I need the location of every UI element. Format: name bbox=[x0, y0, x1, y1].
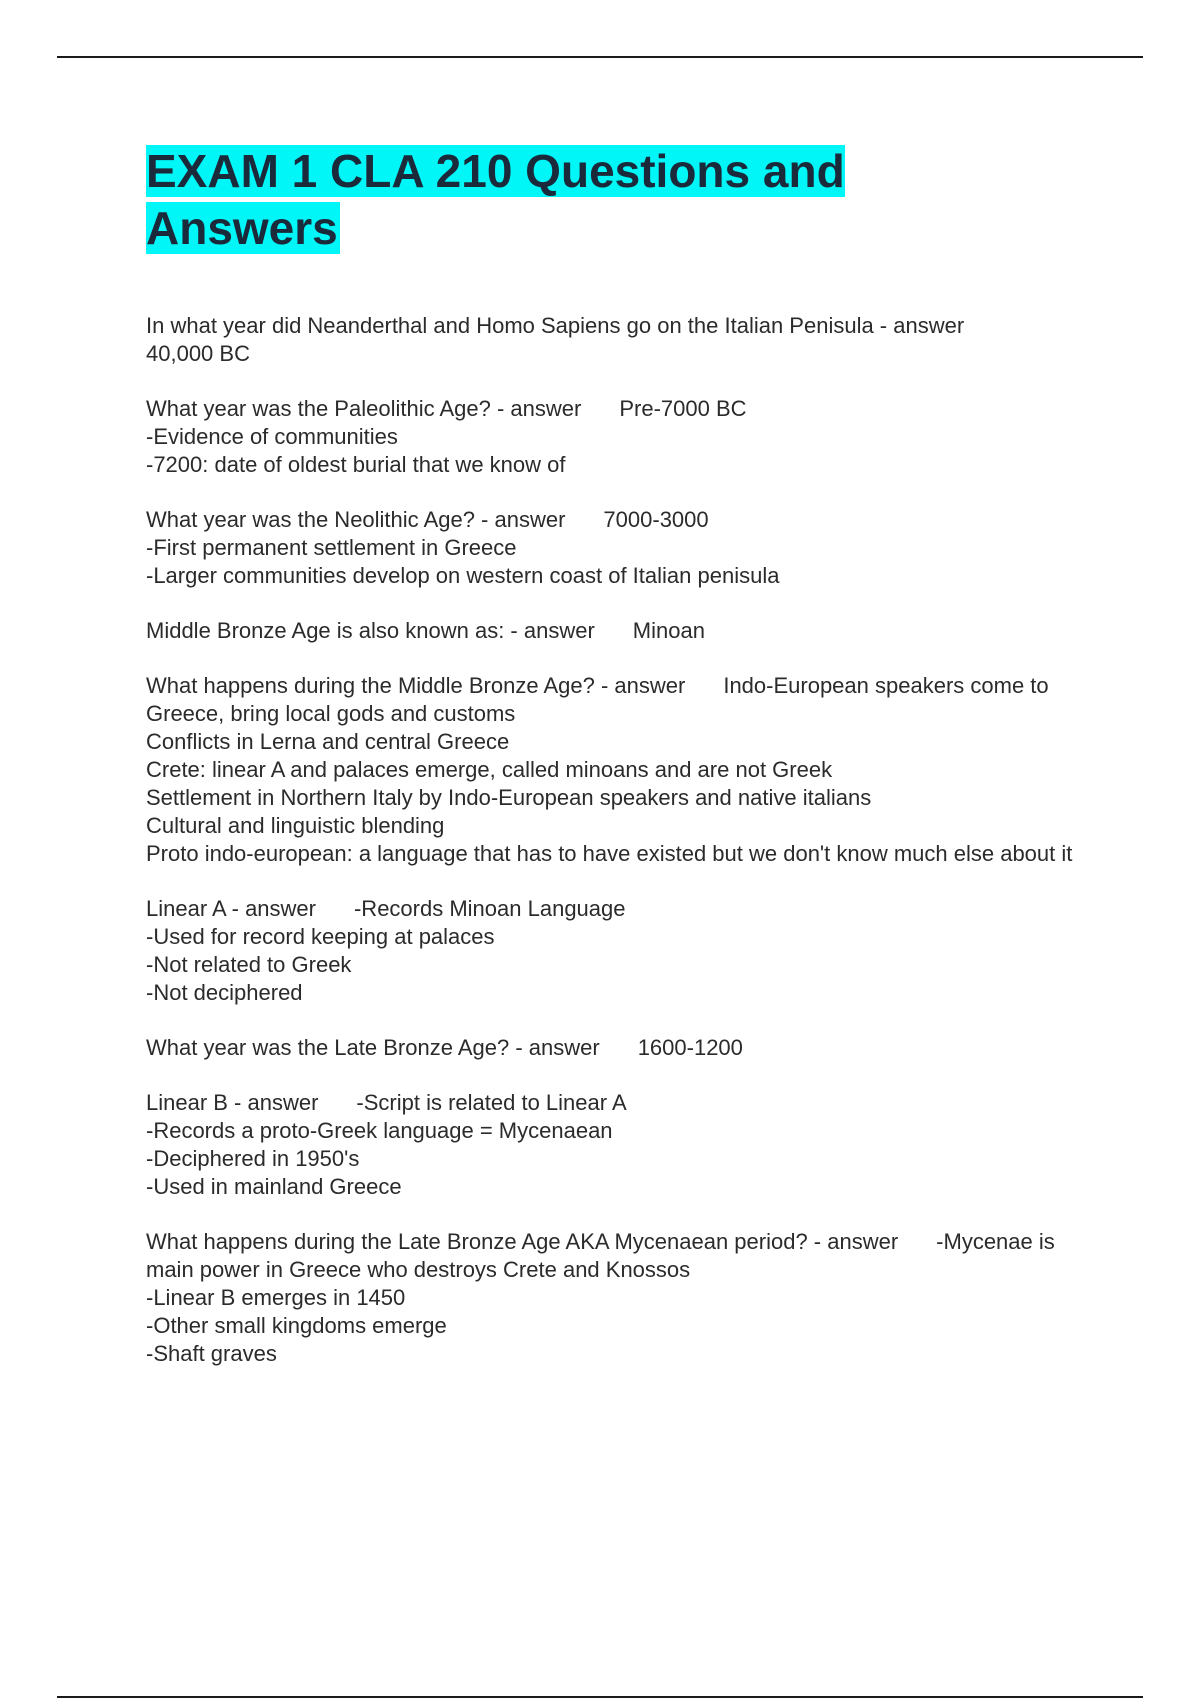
qa-answer-line: -Shaft graves bbox=[146, 1341, 277, 1366]
qa-item bbox=[146, 395, 1086, 479]
qa-answer: 40,000 BC bbox=[146, 341, 250, 366]
qa-item bbox=[146, 506, 1086, 590]
qa-answer: Indo-European speakers come to Greece, bring local gods and customs bbox=[146, 673, 1049, 726]
qa-answer: 1600-1200 bbox=[637, 1035, 743, 1060]
qa-answer-line: -Not related to Greek bbox=[146, 952, 352, 977]
qa-answer-line: -Larger communities develop on western coast of Italian penisula bbox=[146, 563, 780, 588]
qa-item bbox=[146, 672, 1086, 868]
qa-answer-line: -Used in mainland Greece bbox=[146, 1174, 402, 1199]
top-rule bbox=[57, 56, 1143, 58]
qa-question: Linear B - answer bbox=[146, 1090, 319, 1115]
qa-question: What year was the Paleolithic Age? - answer bbox=[146, 396, 582, 421]
qa-question: Middle Bronze Age is also known as: - answer bbox=[146, 618, 595, 643]
page-title bbox=[146, 143, 1046, 257]
qa-answer-line: Conflicts in Lerna and central Greece bbox=[146, 729, 510, 754]
qa-answer-line: Settlement in Northern Italy by Indo-European speakers and native italians bbox=[146, 785, 872, 810]
qa-question: What happens during the Middle Bronze Age? - answer bbox=[146, 673, 686, 698]
qa-item bbox=[146, 617, 1086, 645]
bottom-rule bbox=[57, 1696, 1143, 1698]
qa-question: What year was the Late Bronze Age? - answer bbox=[146, 1035, 600, 1060]
qa-item bbox=[146, 312, 1086, 368]
qa-answer-line: -Deciphered in 1950's bbox=[146, 1146, 360, 1171]
qa-answer-line: -Linear B emerges in 1450 bbox=[146, 1285, 406, 1310]
qa-answer-line: -Evidence of communities bbox=[146, 424, 398, 449]
qa-question: Linear A - answer bbox=[146, 896, 316, 921]
qa-answer-line: -7200: date of oldest burial that we know of bbox=[146, 452, 566, 477]
qa-answer: 7000-3000 bbox=[603, 507, 709, 532]
page-title-text: EXAM 1 CLA 210 Questions and Answers bbox=[146, 145, 845, 254]
qa-item bbox=[146, 1034, 1086, 1062]
qa-answer: -Mycenae is main power in Greece who destroys Crete and Knossos bbox=[146, 1229, 1055, 1282]
qa-answer-line: -First permanent settlement in Greece bbox=[146, 535, 517, 560]
qa-answer-line: -Not deciphered bbox=[146, 980, 303, 1005]
qa-answer-line: Proto indo-european: a language that has to have existed but we don't know much else about it bbox=[146, 841, 1073, 866]
qa-answer: Pre-7000 BC bbox=[619, 396, 747, 421]
qa-question: In what year did Neanderthal and Homo Sapiens go on the Italian Penisula - answer bbox=[146, 313, 965, 338]
title-block bbox=[146, 143, 1046, 257]
qa-question: What happens during the Late Bronze Age AKA Mycenaean period? - answer bbox=[146, 1229, 899, 1254]
qa-answer-line: Cultural and linguistic blending bbox=[146, 813, 445, 838]
qa-question: What year was the Neolithic Age? - answer bbox=[146, 507, 566, 532]
qa-list bbox=[146, 312, 1086, 1395]
qa-answer-line: Crete: linear A and palaces emerge, called minoans and are not Greek bbox=[146, 757, 833, 782]
qa-answer-line: -Other small kingdoms emerge bbox=[146, 1313, 447, 1338]
qa-answer: -Script is related to Linear A bbox=[356, 1090, 627, 1115]
qa-answer: Minoan bbox=[632, 618, 705, 643]
qa-answer-line: -Records a proto-Greek language = Mycenaean bbox=[146, 1118, 613, 1143]
qa-item bbox=[146, 1089, 1086, 1201]
qa-item bbox=[146, 895, 1086, 1007]
qa-answer-line: -Used for record keeping at palaces bbox=[146, 924, 495, 949]
qa-item bbox=[146, 1228, 1086, 1368]
qa-answer: -Records Minoan Language bbox=[353, 896, 626, 921]
